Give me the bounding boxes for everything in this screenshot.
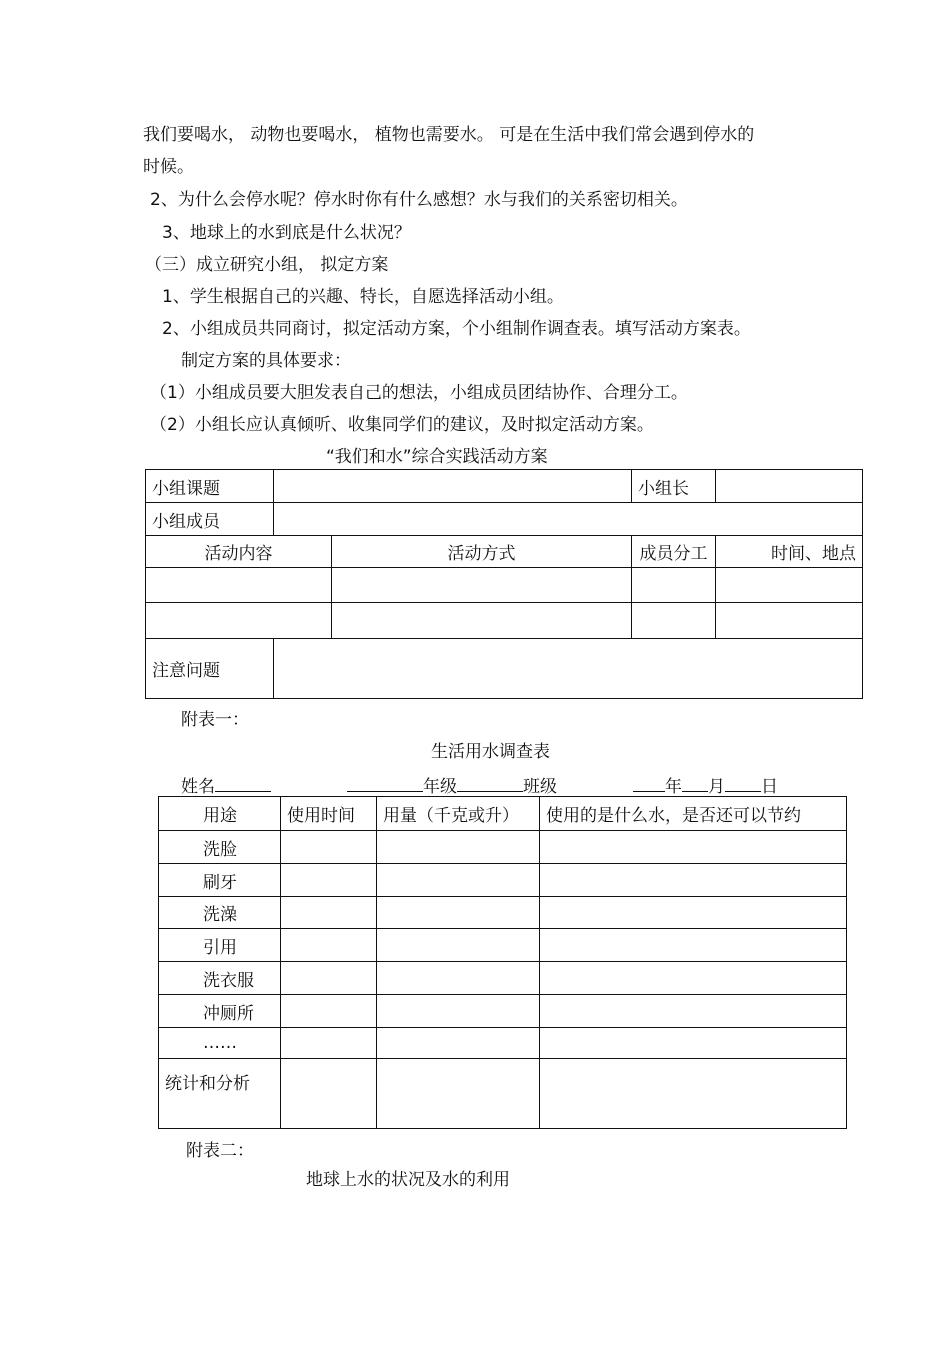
- survey-cell[interactable]: [377, 995, 540, 1028]
- survey-row: [159, 831, 847, 864]
- survey-cell[interactable]: [377, 831, 540, 864]
- usage-label: ……: [159, 1028, 281, 1059]
- header-usage-time: 使用时间: [281, 797, 377, 831]
- survey-cell[interactable]: [540, 1059, 847, 1129]
- survey-cell[interactable]: [540, 897, 847, 929]
- name-label: 姓名: [181, 777, 215, 797]
- plan-cell[interactable]: [632, 568, 716, 603]
- plan-row-topic: [146, 470, 863, 503]
- topic-label: 小组课题: [146, 470, 274, 503]
- usage-label: 洗澡: [159, 897, 281, 929]
- usage-label: 洗衣服: [159, 962, 281, 995]
- paragraph-1-cont: 时候。: [143, 157, 194, 177]
- survey-cell[interactable]: [281, 831, 377, 864]
- header-water-type: 使用的是什么水，是否还可以节约: [540, 797, 847, 831]
- year-blank[interactable]: [633, 773, 665, 792]
- plan-row-notes: [146, 639, 863, 699]
- month-blank[interactable]: [682, 773, 708, 792]
- survey-cell[interactable]: [377, 962, 540, 995]
- plan-table: [145, 469, 863, 699]
- plan-table-title: “我们和水”综合实践活动方案: [326, 447, 548, 467]
- survey-cell[interactable]: [540, 929, 847, 962]
- survey-cell[interactable]: [281, 1028, 377, 1059]
- paragraph-9: （2）小组长应认真倾听、收集同学们的建议，及时拟定活动方案。: [150, 415, 654, 435]
- paragraph-3: 3、地球上的水到底是什么状况？: [162, 223, 411, 243]
- leader-label: 小组长: [632, 470, 716, 503]
- plan-header-row: [146, 536, 863, 568]
- survey-cell[interactable]: [540, 831, 847, 864]
- header-activity-method: 活动方式: [332, 536, 632, 568]
- survey-row: [159, 1028, 847, 1059]
- survey-row: [159, 897, 847, 929]
- survey-cell[interactable]: [540, 1028, 847, 1059]
- members-field[interactable]: [274, 503, 863, 536]
- paragraph-1: 我们要喝水， 动物也要喝水， 植物也需要水。 可是在生活中我们常会遇到停水的: [143, 125, 755, 145]
- survey-cell[interactable]: [540, 864, 847, 897]
- survey-cell[interactable]: [377, 897, 540, 929]
- plan-data-row: [146, 568, 863, 603]
- plan-data-row: [146, 603, 863, 639]
- grade-label: 年级: [423, 777, 457, 797]
- survey-cell[interactable]: [377, 1059, 540, 1129]
- plan-cell[interactable]: [716, 568, 863, 603]
- water-survey-table: [158, 796, 847, 1129]
- month-label: 月: [708, 777, 725, 797]
- appendix-2-label: 附表二：: [186, 1141, 254, 1161]
- header-amount: 用量（千克或升）: [377, 797, 540, 831]
- appendix-1-title: 生活用水调查表: [431, 742, 550, 762]
- paragraph-5: 1、学生根据自己的兴趣、特长，自愿选择活动小组。: [162, 287, 564, 307]
- survey-cell[interactable]: [281, 1059, 377, 1129]
- paragraph-7: 制定方案的具体要求：: [181, 351, 351, 371]
- survey-header-row: [159, 797, 847, 831]
- year-label: 年: [665, 777, 682, 797]
- appendix-2-title: 地球上水的状况及水的利用: [306, 1170, 510, 1190]
- usage-label: 引用: [159, 929, 281, 962]
- header-usage: 用途: [159, 797, 281, 831]
- plan-cell[interactable]: [146, 603, 332, 639]
- name-blank[interactable]: [215, 773, 271, 792]
- grade-blank[interactable]: [347, 773, 423, 792]
- paragraph-8: （1）小组成员要大胆发表自己的想法，小组成员团结协作、合理分工。: [150, 383, 688, 403]
- survey-row: [159, 929, 847, 962]
- usage-label: 冲厕所: [159, 995, 281, 1028]
- summary-label: 统计和分析: [159, 1059, 281, 1129]
- survey-cell[interactable]: [281, 929, 377, 962]
- header-activity-content: 活动内容: [146, 536, 332, 568]
- survey-cell[interactable]: [281, 995, 377, 1028]
- usage-label: 洗脸: [159, 831, 281, 864]
- survey-row: [159, 995, 847, 1028]
- header-time-place: 时间、地点: [716, 536, 863, 568]
- header-member-roles: 成员分工: [632, 536, 716, 568]
- notes-label: 注意问题: [146, 639, 274, 699]
- members-label: 小组成员: [146, 503, 274, 536]
- section-heading: （三）成立研究小组， 拟定方案: [145, 255, 389, 275]
- appendix-1-label: 附表一：: [181, 710, 249, 730]
- survey-cell[interactable]: [377, 864, 540, 897]
- paragraph-2: 2、为什么会停水呢？停水时你有什么感想？水与我们的关系密切相关。: [150, 190, 688, 210]
- leader-field[interactable]: [716, 470, 863, 503]
- class-label: 班级: [523, 777, 557, 797]
- survey-cell[interactable]: [281, 864, 377, 897]
- survey-info-line: [181, 773, 778, 798]
- plan-cell[interactable]: [332, 603, 632, 639]
- survey-cell[interactable]: [281, 962, 377, 995]
- plan-cell[interactable]: [716, 603, 863, 639]
- class-blank[interactable]: [457, 773, 523, 792]
- topic-field[interactable]: [274, 470, 632, 503]
- day-blank[interactable]: [725, 773, 761, 792]
- survey-cell[interactable]: [377, 929, 540, 962]
- survey-row: [159, 962, 847, 995]
- survey-cell[interactable]: [281, 897, 377, 929]
- day-label: 日: [761, 777, 778, 797]
- survey-cell[interactable]: [540, 995, 847, 1028]
- survey-summary-row: [159, 1059, 847, 1129]
- survey-cell[interactable]: [377, 1028, 540, 1059]
- paragraph-6: 2、小组成员共同商讨，拟定活动方案，个小组制作调查表。填写活动方案表。: [162, 319, 751, 339]
- plan-cell[interactable]: [332, 568, 632, 603]
- survey-cell[interactable]: [540, 962, 847, 995]
- plan-cell[interactable]: [632, 603, 716, 639]
- plan-row-members: [146, 503, 863, 536]
- notes-field[interactable]: [274, 639, 863, 699]
- plan-cell[interactable]: [146, 568, 332, 603]
- survey-row: [159, 864, 847, 897]
- usage-label: 刷牙: [159, 864, 281, 897]
